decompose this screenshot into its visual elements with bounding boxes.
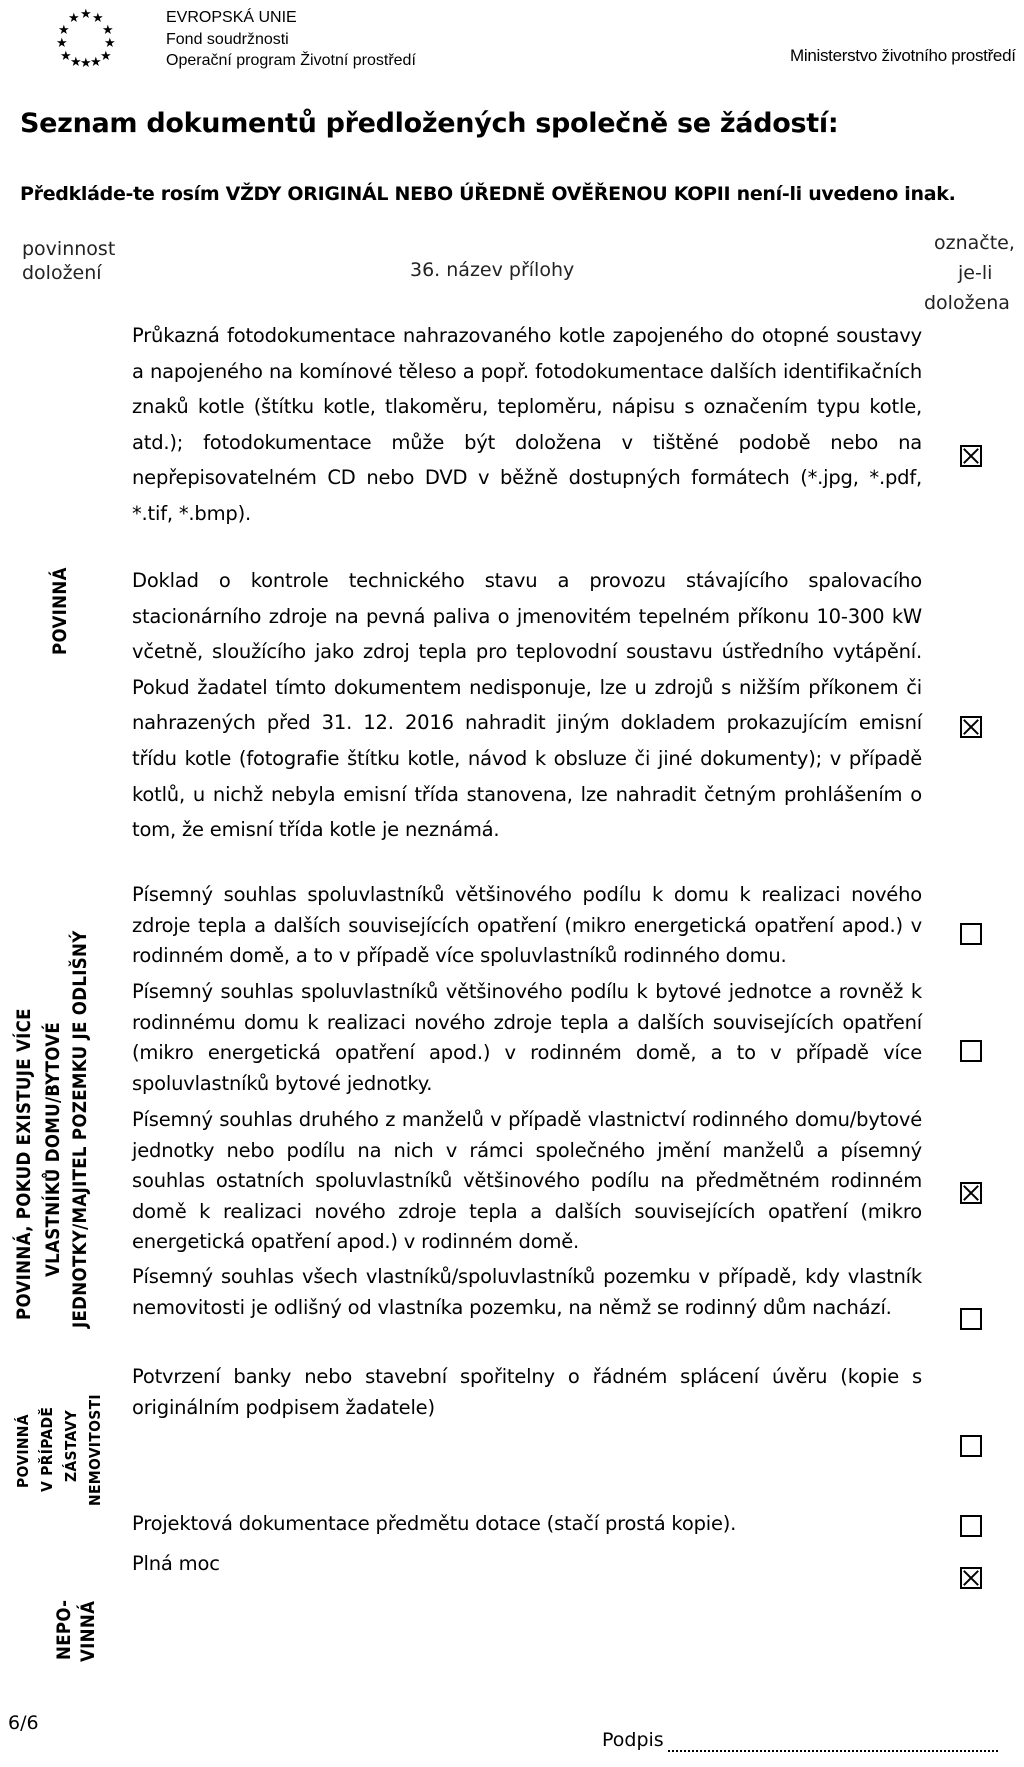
svg-text:★: ★ — [80, 8, 92, 22]
page-number: 6/6 — [8, 1712, 39, 1734]
doc-checkbox[interactable] — [960, 1515, 982, 1537]
svg-text:★: ★ — [92, 11, 104, 26]
col-mark-line3: doložena — [924, 292, 1010, 314]
col-mark-line2: je-li — [958, 262, 993, 284]
group-label-pledge-line4: NEMOVITOSTI — [86, 1394, 104, 1506]
doc-checkbox[interactable] — [960, 1435, 982, 1457]
group-label-coowners-line1: POVINNÁ, POKUD EXISTUJE VÍCE — [14, 1008, 35, 1320]
doc-checkbox[interactable] — [960, 716, 982, 738]
list-item: Písemný souhlas spoluvlastníků většinového podílu k bytové jednotce a rovněž k rodinnému domu k realizaci nového zdroje tepla a dalších souvisejících opatření (mikro energetická opatření apod.) v rodinném domě, a to v případě více spoluvlastníků bytové jednotky. — [132, 980, 922, 1095]
checkmark-x-icon — [962, 1184, 980, 1202]
group-label-coowners-line3: JEDNOTKY/MAJITEL POZEMKU JE ODLIŠNÝ — [70, 930, 91, 1328]
svg-text:★: ★ — [58, 23, 70, 38]
signature-line[interactable] — [668, 1750, 998, 1752]
svg-text:★: ★ — [80, 56, 92, 68]
svg-text:★: ★ — [104, 36, 116, 51]
col-mark-line1: označte, — [934, 232, 1015, 254]
checkmark-x-icon — [962, 718, 980, 736]
ministry-name: Ministerstvo životního prostředí — [790, 46, 1016, 65]
svg-text:★: ★ — [90, 55, 102, 68]
svg-text:★: ★ — [100, 49, 112, 64]
list-item: Plná moc — [132, 1552, 220, 1575]
svg-text:★: ★ — [68, 11, 80, 26]
col-name: 36. název přílohy — [410, 259, 575, 281]
svg-text:★: ★ — [70, 55, 82, 68]
group-label-optional-line1: NEPO- — [54, 1599, 75, 1660]
list-item: Písemný souhlas druhého z manželů v případě vlastnictví rodinného domu/bytové jednotky nebo podílu na nich v rámci společného jmění manželů a písemný souhlas ostatních spoluvlastníků většinového podílu na předmětném rodinném domě k realizaci nového zdroje tepla a dalších souvisejících opatření (mikro energetická opatření apod.) v rodinném domě. — [132, 1108, 922, 1253]
eu-fund: Fond soudržnosti — [166, 31, 289, 48]
list-item: Doklad o kontrole technického stavu a provozu stávajícího spalovacího stacionárního zdroje na pevná paliva o jmenovitém tepelném příkonu 10-300 kW včetně, sloužícího jako zdroj tepla pro teplovodní soustavu ústředního vytápění. Pokud žadatel tímto dokumentem nedisponuje, lze u zdrojů s nižším příkonem či nahrazených před 31. 12. 2016 nahradit jiným dokladem prokazujícím emisní třídu kotle (fotografie štítku kotle, návod k obsluze či jiné dokumenty); v případě kotlů, u nichž nebyla emisní třída stanovena, lze nahradit četným prohlášením o tom, že emisní třída kotle je neznámá. — [132, 569, 922, 842]
doc-checkbox[interactable] — [960, 923, 982, 945]
doc-checkbox[interactable] — [960, 445, 982, 467]
eu-flag-stars-icon — [28, 8, 124, 68]
group-label-pledge-line1: POVINNÁ — [14, 1414, 32, 1488]
doc-checkbox[interactable] — [960, 1040, 982, 1062]
doc-checkbox[interactable] — [960, 1182, 982, 1204]
instruction-line: Předkláde-te rosím VŽDY ORIGINÁL NEBO ÚŘEDNĚ OVĚŘENOU KOPII není-li uvedeno inak. — [20, 183, 956, 205]
svg-text:★: ★ — [102, 23, 114, 38]
doc-checkbox[interactable] — [960, 1308, 982, 1330]
group-label-optional-line2: VINNÁ — [78, 1600, 99, 1662]
list-item: Potvrzení banky nebo stavební spořitelny o řádném splácení úvěru (kopie s originálním podpisem žadatele) — [132, 1365, 922, 1419]
group-label-mandatory: POVINNÁ — [50, 567, 71, 655]
col-duty-line1: povinnost — [22, 238, 116, 260]
group-label-pledge-line2: V PŘÍPADĚ — [38, 1406, 56, 1492]
eu-title: EVROPSKÁ UNIE — [166, 9, 297, 26]
list-item: Průkazná fotodokumentace nahrazovaného kotle zapojeného do otopné soustavy a napojeného na komínové těleso a popř. fotodokumentace dalších identifikačních znaků kotle (štítku kotle, tlakoměru, teploměru, nápisu s označením typu kotle, atd.); fotodokumentace může být doložena v tištěné podobě nebo na nepřepisovatelném CD nebo DVD v běžně dostupných formátech (*.jpg, *.pdf, *.tif, *.bmp). — [132, 324, 922, 525]
list-item: Písemný souhlas všech vlastníků/spoluvlastníků pozemku v případě, kdy vlastník nemovitosti je odlišný od vlastníka pozemku, na němž se rodinný dům nachází. — [132, 1265, 922, 1319]
col-duty-line2: doložení — [22, 262, 102, 284]
checkmark-x-icon — [962, 1569, 980, 1587]
page-title: Seznam dokumentů předložených společně se žádostí: — [20, 108, 839, 139]
svg-text:★: ★ — [56, 36, 68, 51]
list-item: Písemný souhlas spoluvlastníků většinového podílu k domu k realizaci nového zdroje tepla a dalších souvisejících opatření (mikro energetická opatření apod.) v rodinném domě, a to v případě více spoluvlastníků rodinného domu. — [132, 883, 922, 967]
svg-text:★: ★ — [60, 49, 72, 64]
list-item: Projektová dokumentace předmětu dotace (stačí prostá kopie). — [132, 1512, 737, 1535]
group-label-coowners-line2: VLASTNÍKŮ DOMU/BYTOVÉ — [43, 1021, 64, 1277]
doc-checkbox[interactable] — [960, 1567, 982, 1589]
group-label-pledge-line3: ZÁSTAVY — [62, 1410, 80, 1482]
eu-program: Operační program Životní prostředí — [166, 52, 416, 69]
signature-label: Podpis — [602, 1729, 664, 1751]
checkmark-x-icon — [962, 447, 980, 465]
